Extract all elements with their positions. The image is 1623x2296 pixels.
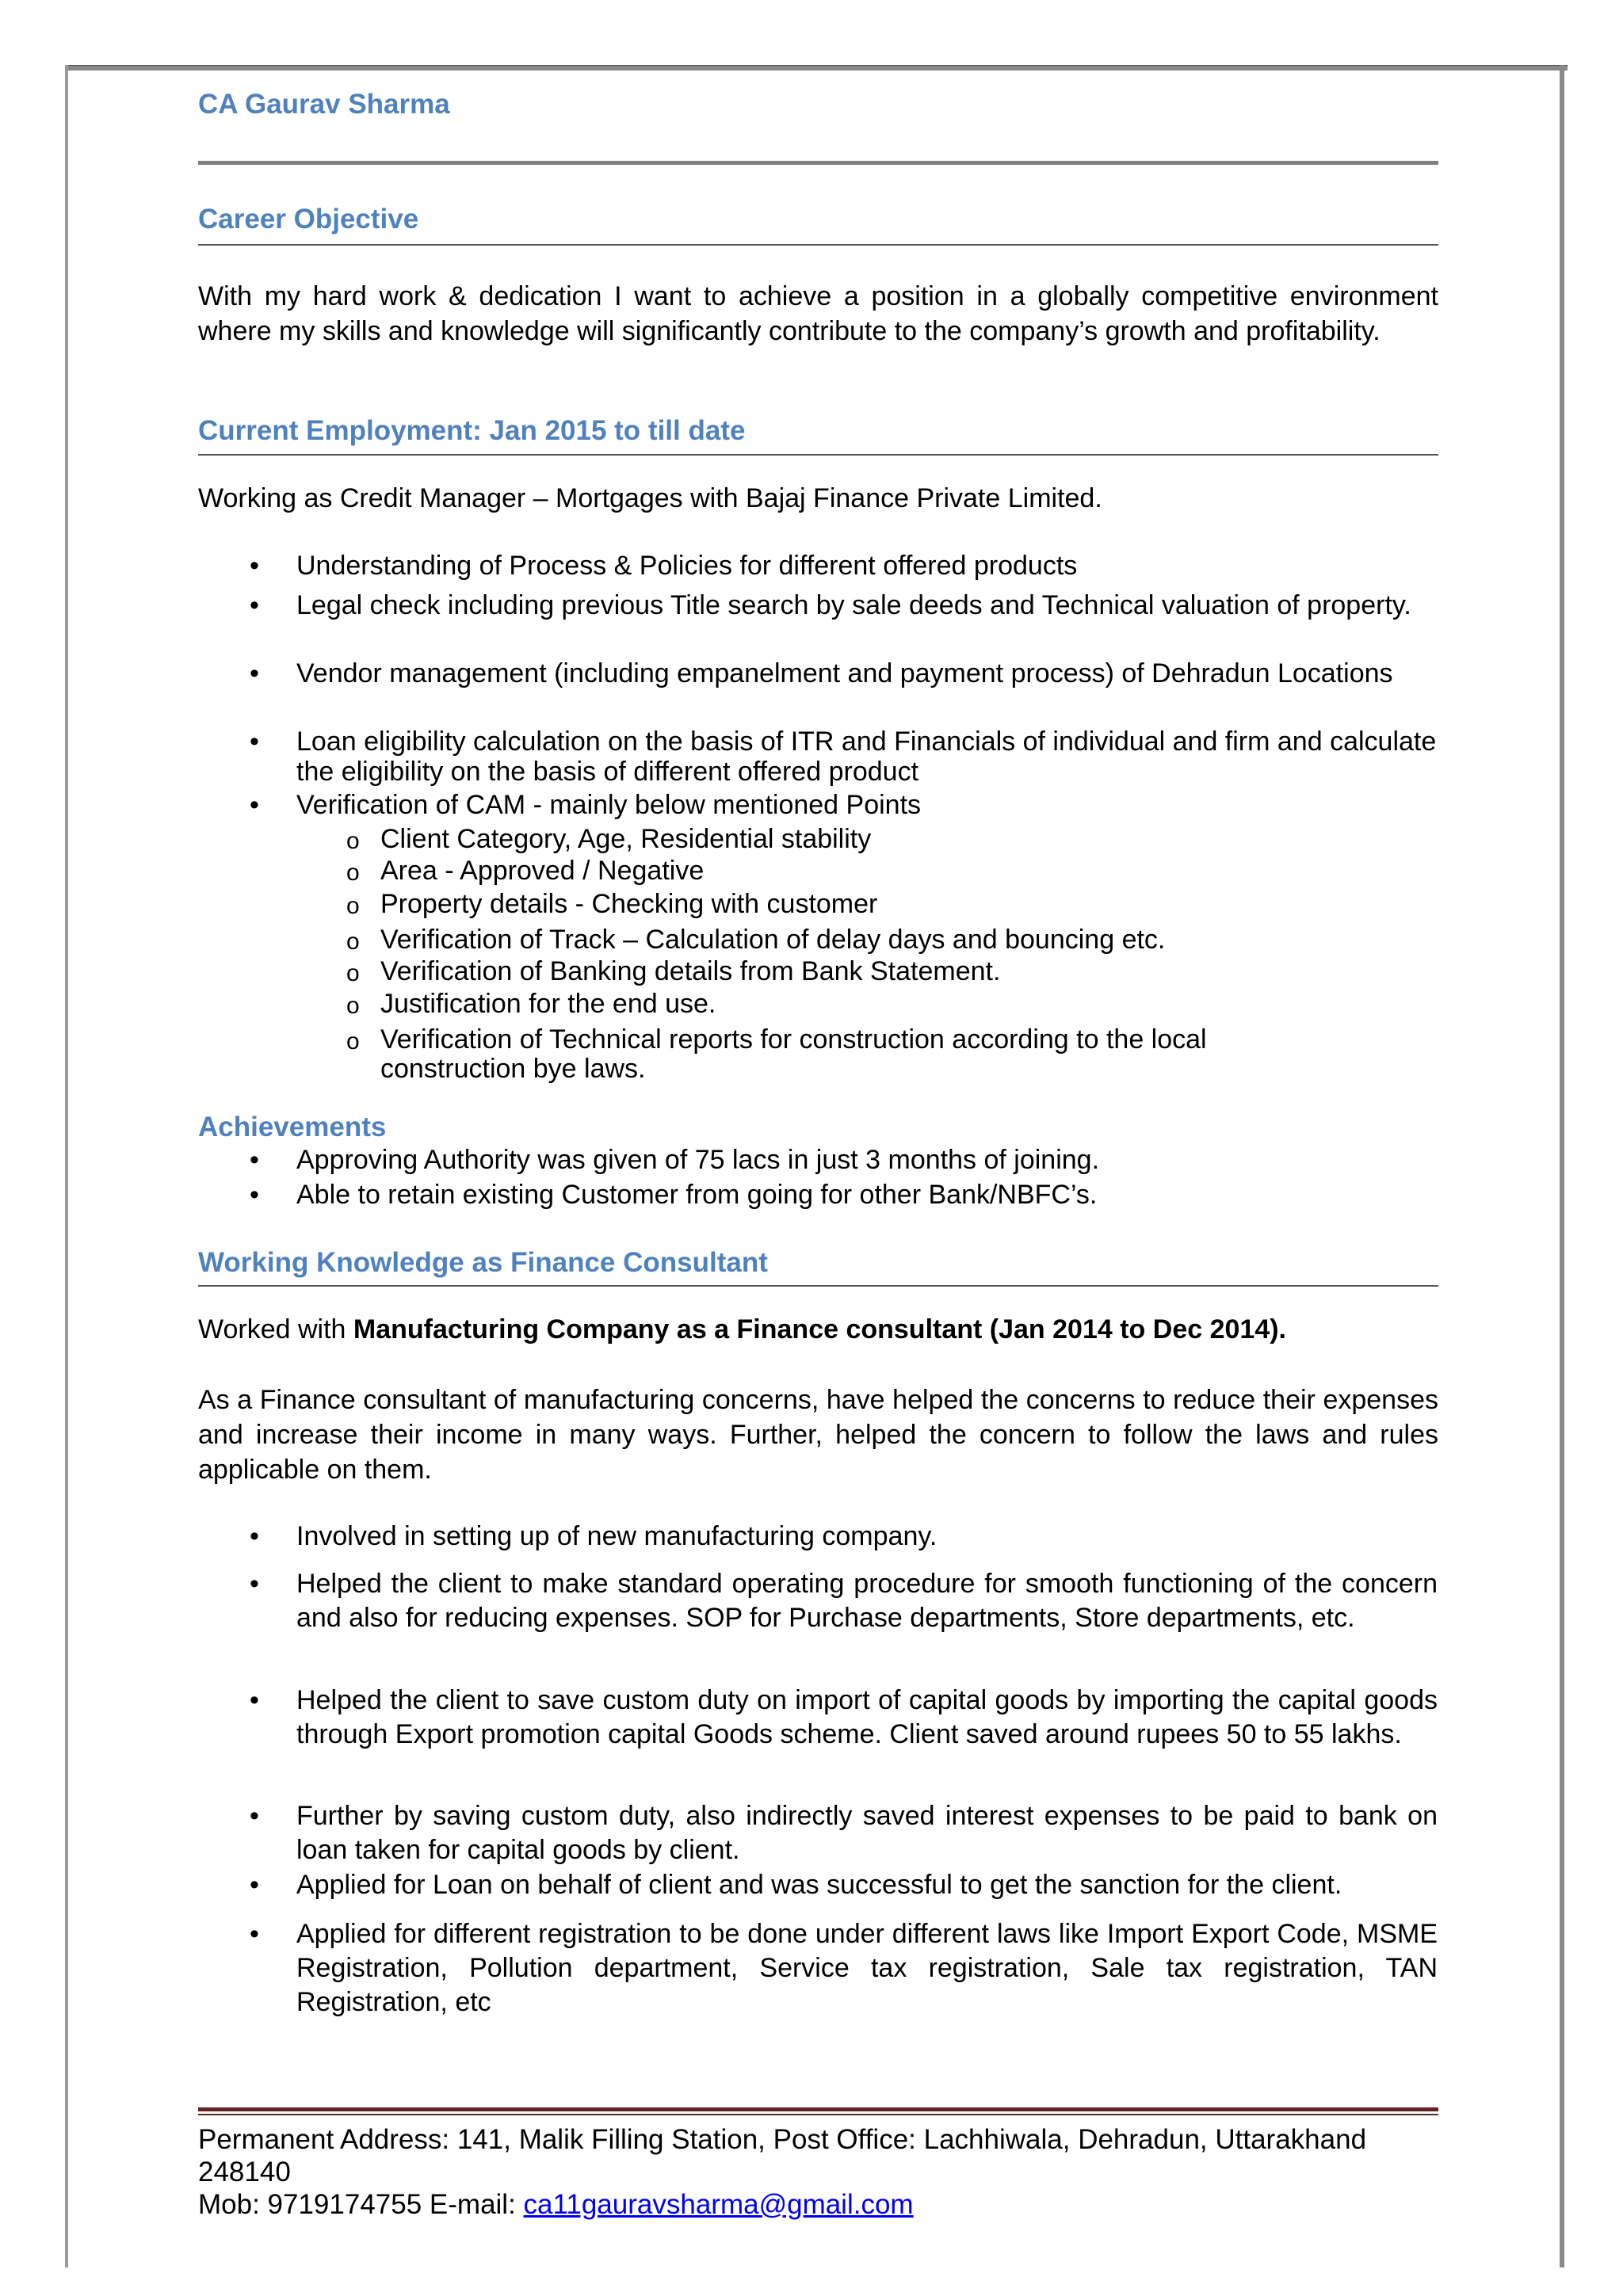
sub-list-item: Verification of Track – Calculation of delay days and bouncing etc.	[380, 925, 1166, 955]
mobile-label: Mob: 9719174755 E-mail:	[198, 2189, 524, 2220]
list-item: Helped the client to save custom duty on import of capital goods by importing the capital goods through Export promotion capital Goods scheme. Client saved around rupees 50 to 55 lakhs.	[296, 1685, 1438, 1749]
bullet-icon: •	[250, 1521, 259, 1551]
bullet-icon: •	[250, 1919, 259, 1949]
list-item: Legal check including previous Title search by sale deeds and Technical valuation of property.	[296, 590, 1411, 620]
sub-bullet-icon: o	[346, 828, 360, 854]
page-border-right	[1560, 65, 1564, 2267]
bullet-icon: •	[250, 790, 259, 820]
sub-list-item: Justification for the end use.	[380, 989, 716, 1019]
sub-bullet-icon: o	[346, 960, 360, 986]
sub-bullet-icon: o	[346, 993, 360, 1019]
achievements-heading: Achievements	[198, 1112, 387, 1142]
list-item: Understanding of Process & Policies for different offered products	[296, 551, 1078, 581]
bullet-icon: •	[250, 551, 259, 581]
consultant-intro: Worked with Manufacturing Company as a Finance consultant (Jan 2014 to Dec 2014).	[198, 1314, 1286, 1344]
bullet-icon: •	[250, 1870, 259, 1900]
footer-divider-thin	[198, 2114, 1438, 2115]
sub-bullet-icon: o	[346, 1028, 360, 1055]
career-objective-text: With my hard work & dedication I want to achieve a position in a globally competitive environment where my skills and knowledge will significantly contribute to the company’s growth and profitability.	[198, 281, 1438, 346]
career-objective-heading: Career Objective	[198, 204, 419, 235]
list-item: Approving Authority was given of 75 lacs in just 3 months of joining.	[296, 1145, 1100, 1175]
list-item: Loan eligibility calculation on the basis of ITR and Financials of individual and firm and calculate the eligibility on the basis of different offered product	[296, 727, 1437, 787]
section-divider	[198, 1285, 1438, 1287]
sub-bullet-icon: o	[346, 893, 360, 919]
bullet-icon: •	[250, 590, 259, 620]
section-divider	[198, 244, 1438, 246]
permanent-address: Permanent Address: 141, Malik Filling Station, Post Office: Lachhiwala, Dehradun, Uttarakhand 248140	[198, 2124, 1367, 2187]
sub-list-item: Verification of Technical reports for construction according to the local construction bye laws.	[380, 1024, 1207, 1084]
list-item: Involved in setting up of new manufacturing company.	[296, 1521, 938, 1551]
list-item: Verification of CAM - mainly below mentioned Points	[296, 790, 922, 820]
sub-list-item: Verification of Banking details from Bank Statement.	[380, 956, 1001, 986]
page-border-left	[65, 65, 68, 2267]
list-item: Able to retain existing Customer from going for other Bank/NBFC’s.	[296, 1180, 1098, 1210]
bullet-icon: •	[250, 727, 259, 757]
list-item: Helped the client to make standard operating procedure for smooth functioning of the concern and also for reducing expenses. SOP for Purchase departments, Store departments, etc.	[296, 1569, 1438, 1633]
bullet-icon: •	[250, 1145, 259, 1175]
sub-list-item: Client Category, Age, Residential stability	[380, 824, 872, 854]
bullet-icon: •	[250, 1801, 259, 1831]
bullet-icon: •	[250, 658, 259, 688]
email-link[interactable]: ca11gauravsharma@gmail.com	[523, 2189, 914, 2220]
page-border-top	[65, 65, 1568, 71]
employment-intro: Working as Credit Manager – Mortgages with Bajaj Finance Private Limited.	[198, 483, 1102, 513]
sub-bullet-icon: o	[346, 929, 360, 955]
footer-divider	[198, 2107, 1438, 2111]
consultant-role: Manufacturing Company as a Finance consultant (Jan 2014 to Dec 2014).	[353, 1314, 1286, 1344]
sub-list-item: Property details - Checking with customer	[380, 889, 878, 919]
list-item: Vendor management (including empanelment and payment process) of Dehradun Locations	[296, 658, 1393, 688]
list-item: Applied for different registration to be done under different laws like Import Export Code, MSME Registration, Pollution department, Service tax registration, Sale tax registration, TAN Registration, etc	[296, 1919, 1438, 2017]
footer-contact	[198, 2123, 1438, 2221]
section-divider	[198, 454, 1438, 456]
sub-list-item: Area - Approved / Negative	[380, 856, 705, 886]
contact-line	[198, 2188, 1438, 2221]
candidate-name: CA Gaurav Sharma	[198, 89, 450, 120]
list-item: Further by saving custom duty, also indirectly saved interest expenses to be paid to bank on loan taken for capital goods by client.	[296, 1801, 1438, 1865]
header-divider	[198, 161, 1438, 165]
bullet-icon: •	[250, 1685, 259, 1715]
bullet-icon: •	[250, 1569, 259, 1599]
bullet-icon: •	[250, 1180, 259, 1210]
list-item: Applied for Loan on behalf of client and was successful to get the sanction for the client.	[296, 1870, 1342, 1900]
employment-heading: Current Employment: Jan 2015 to till date	[198, 415, 746, 446]
sub-bullet-icon: o	[346, 860, 360, 886]
consultant-paragraph: As a Finance consultant of manufacturing concerns, have helped the concerns to reduce their expenses and increase their income in many ways. Further, helped the concern to follow the laws and rules applicable on them.	[198, 1385, 1438, 1485]
consultant-heading: Working Knowledge as Finance Consultant	[198, 1247, 768, 1278]
